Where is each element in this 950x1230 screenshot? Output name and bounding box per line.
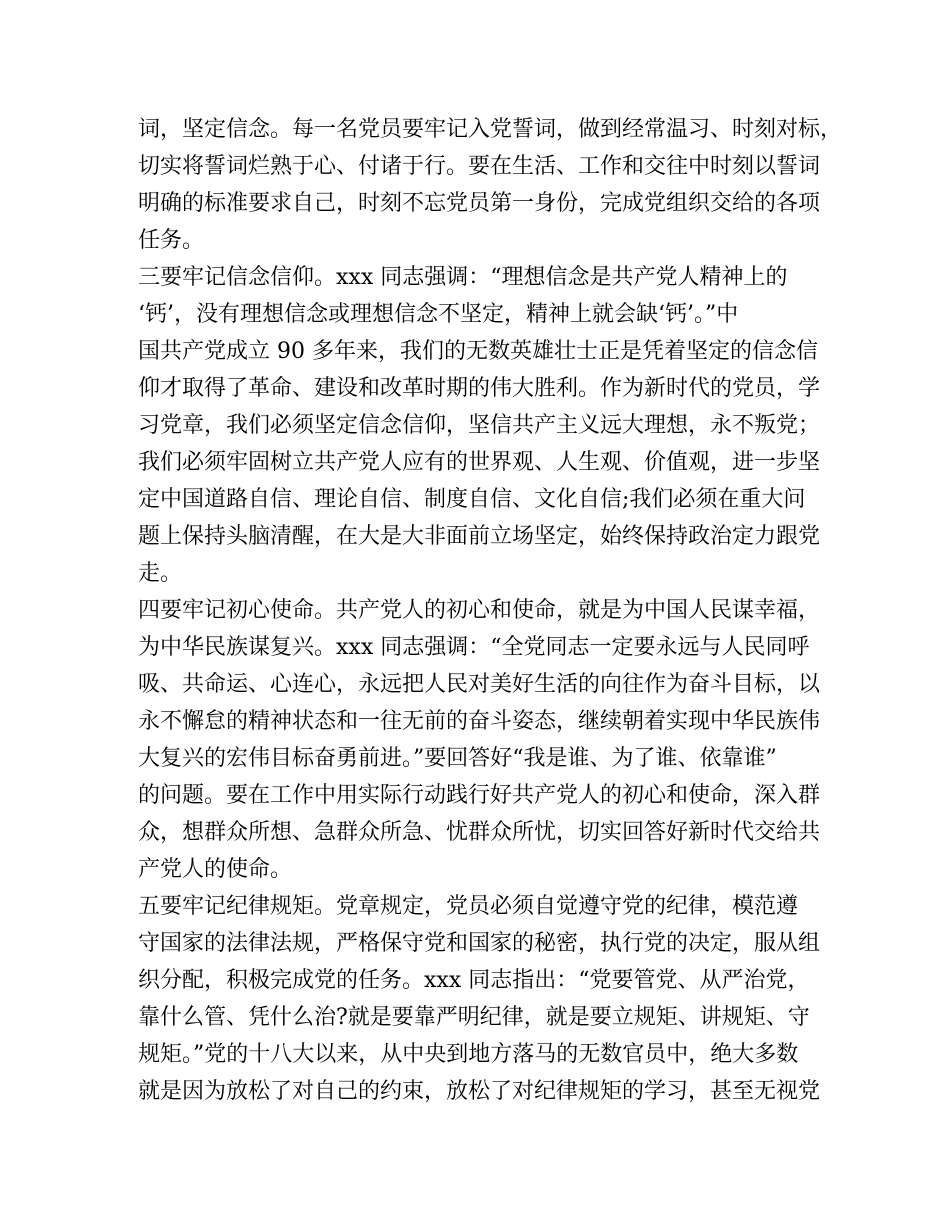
text-line: 切实将誓词烂熟于心、付诸于行。要在生活、工作和交往中时刻以誓词 [138,154,821,179]
text-line: 任务。 [138,228,205,253]
text-line: 吸、共命运、心连心，永远把人民对美好生活的向往作为奋斗目标，以 [138,672,821,697]
text-line: 仰才取得了革命、建设和改革时期的伟大胜利。作为新时代的党员，学 [138,376,821,401]
text-line: 定中国道路自信、理论自信、制度自信、文化自信;我们必须在重大问 [138,487,806,512]
text-line: 大复兴的宏伟目标奋勇前进。”要回答好“我是谁、为了谁、依靠谁” [138,746,777,771]
text-line: 为中华民族谋复兴。xxx 同志强调：“全党同志一定要永远与人民同呼 [138,635,810,660]
text-line: 明确的标准要求自己，时刻不忘党员第一身份，完成党组织交给的各项 [138,191,821,216]
text-line: 走。 [138,561,183,586]
text-line: 规矩。”党的十八大以来，从中央到地方落马的无数官员中，绝大多数 [138,1042,799,1067]
text-line: 五要牢记纪律规矩。党章规定，党员必须自觉遵守党的纪律，模范遵 [138,894,799,919]
body-text [138,111,843,1110]
text-line: 三要牢记信念信仰。xxx 同志强调：“理想信念是共产党人精神上的 [138,265,788,290]
text-line: 永不懈怠的精神状态和一往无前的奋斗姿态，继续朝着实现中华民族伟 [138,709,821,734]
text-line: 靠什么管、凭什么治?就是要靠严明纪律，就是要立规矩、讲规矩、守 [138,1005,810,1030]
text-line: 四要牢记初心使命。共产党人的初心和使命，就是为中国人民谋幸福， [138,598,821,623]
text-line: 词，坚定信念。每一名党员要牢记入党誓词，做到经常温习、时刻对标， [138,117,843,142]
text-line: 国共产党成立 90 多年来，我们的无数英雄壮士正是凭着坚定的信念信 [138,339,818,364]
text-line: 的问题。要在工作中用实际行动践行好共产党人的初心和使命，深入群 [138,783,821,808]
text-line: 习党章，我们必须坚定信念信仰，坚信共产主义远大理想，永不叛党； [138,413,821,438]
text-line: 众，想群众所想、急群众所急、忧群众所忧，切实回答好新时代交给共 [138,820,821,845]
text-line: 织分配，积极完成党的任务。xxx 同志指出：“党要管党、从严治党， [138,968,810,993]
text-line: 题上保持头脑清醒，在大是大非面前立场坚定，始终保持政治定力跟党 [138,524,821,549]
text-line: 我们必须牢固树立共产党人应有的世界观、人生观、价值观，进一步坚 [138,450,821,475]
text-line: ‘钙’，没有理想信念或理想信念不坚定，精神上就会缺‘钙’。”中 [138,302,739,327]
text-line: 就是因为放松了对自己的约束，放松了对纪律规矩的学习，甚至无视党 [138,1079,821,1104]
text-line: 守国家的法律法规，严格保守党和国家的秘密，执行党的决定，服从组 [138,931,821,956]
text-line: 产党人的使命。 [138,857,293,882]
